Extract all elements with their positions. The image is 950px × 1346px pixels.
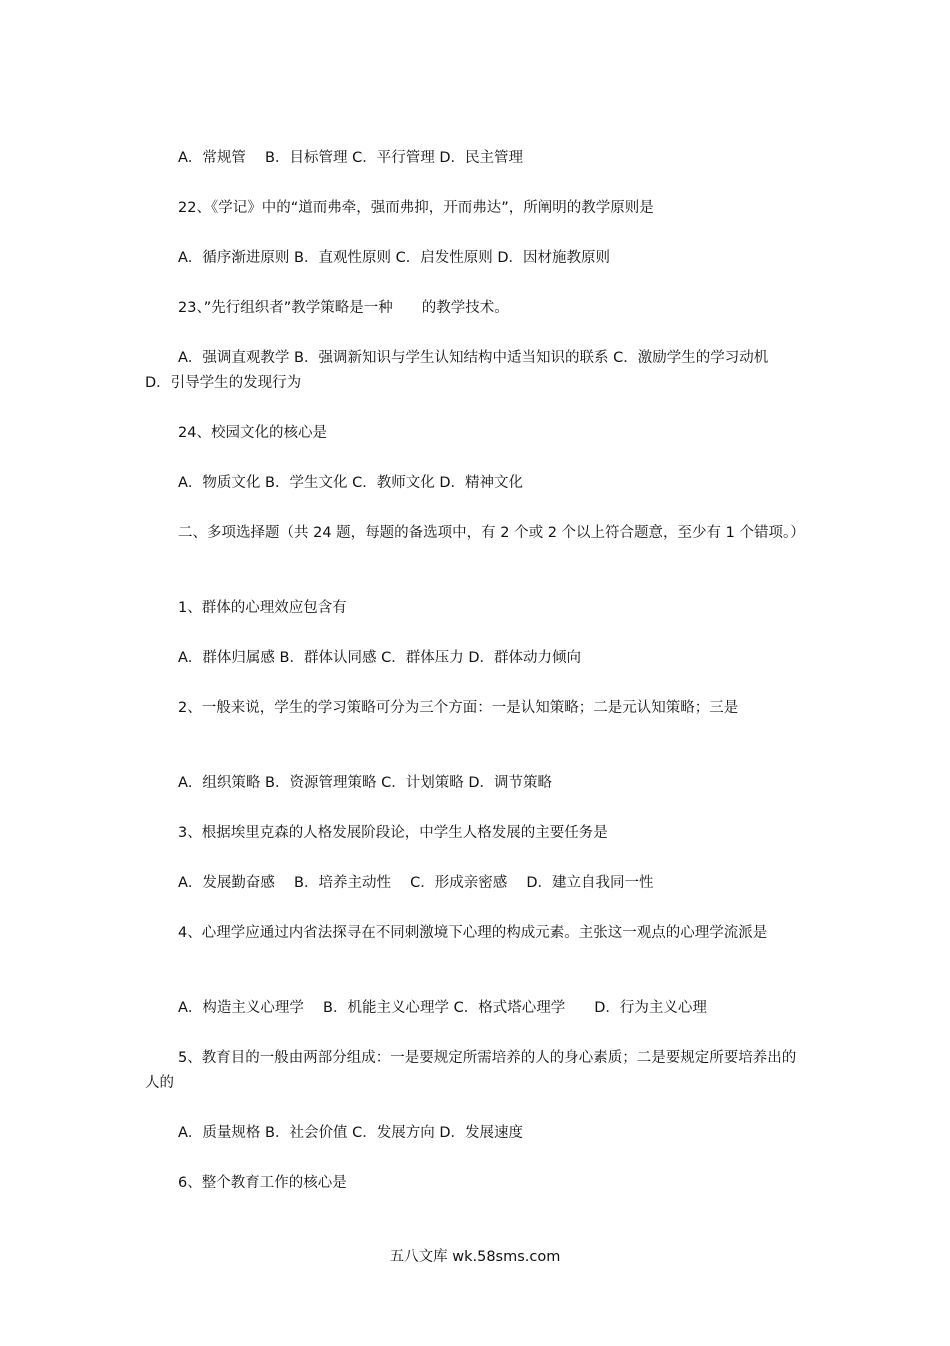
question-22: 22、《学记》中的“道而弗牵，强而弗抑，开而弗达”，所阐明的教学原则是	[178, 200, 654, 216]
question-m4: 4、心理学应通过内省法探寻在不同刺激境下心理的构成元素。主张这一观点的心理学流派是	[178, 925, 768, 941]
option-line-m1: A．群体归属感 B．群体认同感 C．群体压力 D．群体动力倾向	[178, 650, 581, 666]
option-line-21: A．常规管 B．目标管理 C．平行管理 D．民主管理	[178, 150, 523, 166]
option-line-22: A．循序渐进原则 B．直观性原则 C．启发性原则 D．因材施教原则	[178, 250, 610, 266]
question-m6: 6、整个教育工作的核心是	[178, 1175, 347, 1191]
question-24: 24、校园文化的核心是	[178, 425, 327, 441]
question-m1: 1、群体的心理效应包含有	[178, 600, 347, 616]
option-line-m3: A．发展勤奋感 B．培养主动性 C．形成亲密感 D．建立自我同一性	[178, 875, 654, 891]
option-line-m2: A．组织策略 B．资源管理策略 C．计划策略 D．调节策略	[178, 775, 552, 791]
page-footer: 五八文库 wk.58sms.com	[389, 1249, 561, 1265]
section-heading-multiple-choice: 二、多项选择题（共 24 题，每题的备选项中，有 2 个或 2 个以上符合题意，至少有 1 个错项。）	[178, 525, 805, 541]
option-line-24: A．物质文化 B．学生文化 C．教师文化 D．精神文化	[178, 475, 523, 491]
question-23: 23、”先行组织者”教学策略是一种 的教学技术。	[178, 300, 509, 316]
option-line-23: A．强调直观教学 B．强调新知识与学生认知结构中适当知识的联系 C．激励学生的学习动机 D．引导学生的发现行为	[145, 350, 802, 391]
option-line-m5: A．质量规格 B．社会价值 C．发展方向 D．发展速度	[178, 1125, 523, 1141]
option-line-m4: A．构造主义心理学 B．机能主义心理学 C．格式塔心理学 D．行为主义心理	[178, 1000, 707, 1016]
question-m5: 5、教育目的一般由两部分组成：一是要规定所需培养的人的身心素质；二是要规定所要培养出的人的	[145, 1050, 797, 1091]
question-m2: 2、一般来说，学生的学习策略可分为三个方面：一是认知策略；二是元认知策略；三是	[178, 700, 739, 716]
question-m3: 3、根据埃里克森的人格发展阶段论，中学生人格发展的主要任务是	[178, 825, 608, 841]
